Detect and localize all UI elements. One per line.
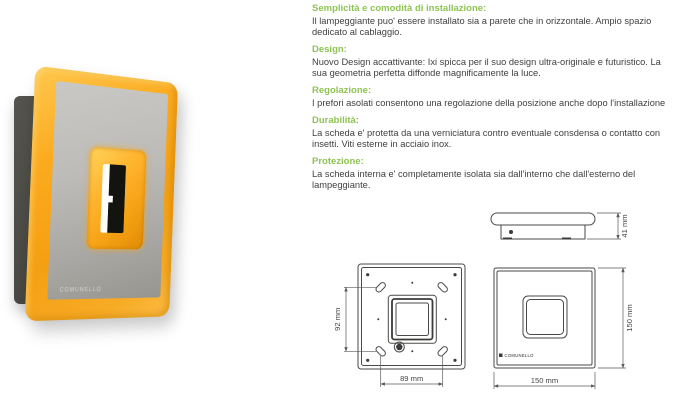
section-protezione [312, 156, 674, 191]
section-heading: Regolazione: [312, 85, 372, 96]
feature-sections [312, 3, 674, 197]
section-body: Il lampeggiante puo' essere installato sia a parete che in orizzontale. Ampio spazio dedicato al cablaggio. [312, 15, 652, 37]
product-opening-hole [100, 164, 126, 233]
dimension-label-92mm: 92 mm [333, 307, 342, 331]
section-body: La scheda interna e' completamente isolata sia dall'interno che dall'esterno del lampeggiante. [312, 168, 636, 190]
product-metal-face [47, 81, 168, 300]
side-view-drawing [488, 207, 640, 249]
section-installazione [312, 3, 674, 38]
section-design [312, 44, 674, 79]
front-view-drawing [490, 262, 642, 394]
dimension-label-41mm: 41 mm [620, 214, 629, 238]
section-durabilita [312, 115, 674, 150]
section-regolazione [312, 85, 674, 109]
dimension-label-150mm-h: 150 mm [530, 376, 559, 385]
section-heading: Design: [312, 44, 347, 55]
product-front-plate [25, 66, 178, 322]
section-body: La scheda e' protetta da una verniciatura contro eventuale consdensa o contatto con insetti. Viti esterne in acciaio inox. [312, 127, 661, 149]
section-body: I prefori asolati consentono una regolazione della posizione anche dopo l'installazione [312, 97, 666, 108]
dimension-label-150mm-v: 150 mm [625, 304, 634, 332]
product-brand-label: COMUNELLO [59, 287, 102, 294]
product-photo [8, 58, 243, 328]
dimension-label-89mm: 89 mm [400, 374, 424, 383]
section-heading: Protezione: [312, 156, 364, 167]
section-heading: Durabilità: [312, 115, 359, 126]
product-light-opening [86, 147, 146, 250]
back-view-drawing [330, 260, 476, 394]
section-heading: Semplicità e comodità di installazione: [312, 3, 487, 14]
drawing-brand-label: COMUNELLO [504, 352, 534, 358]
section-body: Nuovo Design accattivante: Ixi spicca per il suo design ultra-originale e futuristico. La sua geometria perfetta diffonde magnificamente la luce. [312, 56, 661, 78]
